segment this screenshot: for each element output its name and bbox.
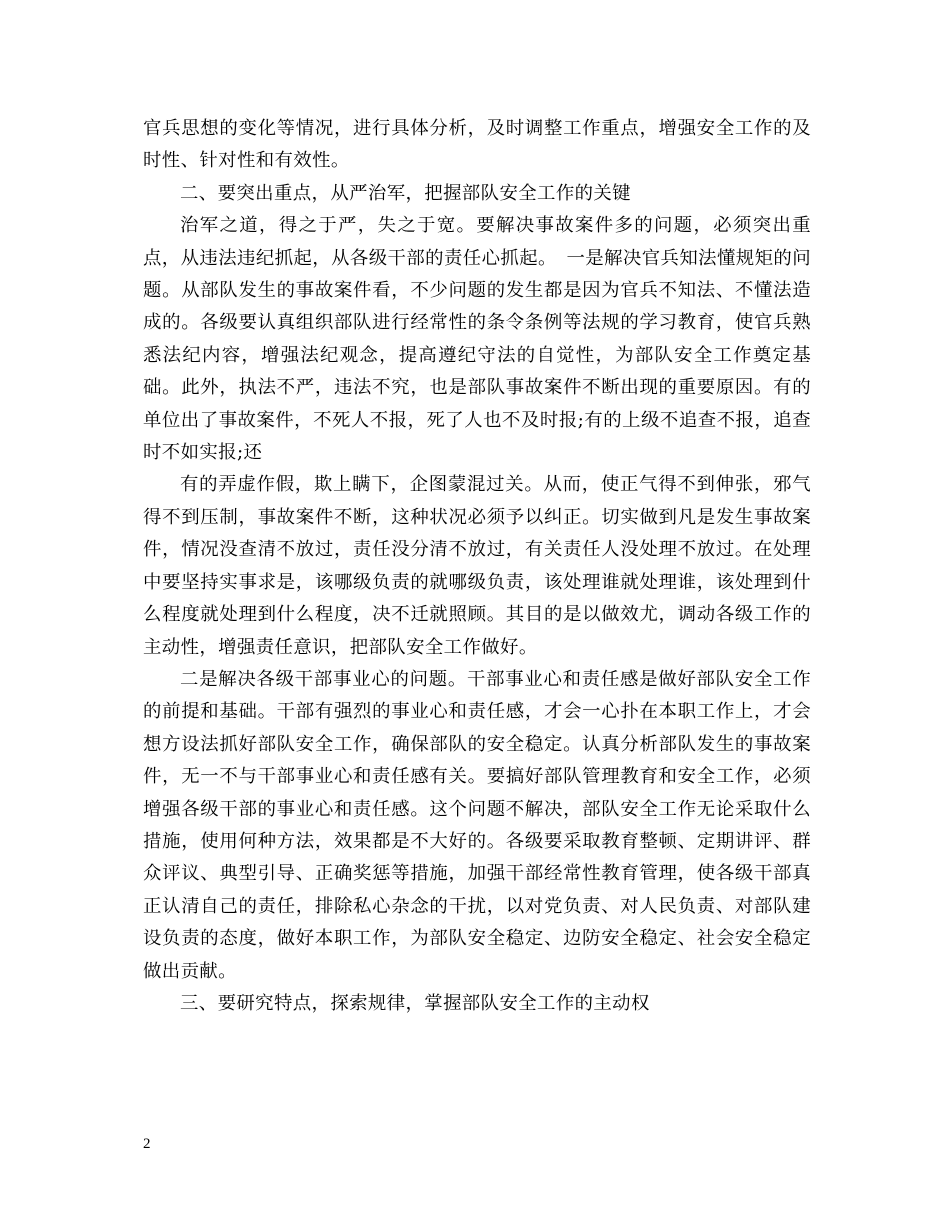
document-body <box>143 113 811 1020</box>
paragraph-4: 有的弄虚作假，欺上瞒下，企图蒙混过关。从而，使正气得不到伸张，邪气得不到压制，事故案件不断，这种状况必须予以纠正。切实做到凡是发生事故案件，情况没查清不放过，责任没分清不放过，有关责任人没处理不放过。在处理中要坚持实事求是，该哪级负责的就哪级负责，该处理谁就处理谁，该处理到什么程度就处理到什么程度，决不迁就照顾。其目的是以做效尤，调动各级工作的主动性，增强责任意识，把部队安全工作做好。 <box>143 474 811 658</box>
section-heading-2: 二、要突出重点，从严治军，把握部队安全工作的关键 <box>180 182 631 204</box>
paragraph-1: 官兵思想的变化等情况，进行具体分析，及时调整工作重点，增强安全工作的及时性、针对性和有效性。 <box>143 118 811 172</box>
section-heading-3: 三、要研究特点，探索规律，掌握部队安全工作的主动权 <box>180 992 650 1014</box>
paragraph-3: 治军之道，得之于严，失之于宽。要解决事故案件多的问题，必须突出重点，从违法违纪抓起，从各级干部的责任心抓起。 一是解决官兵知法懂规矩的问题。从部队发生的事故案件看，不少问题的发生都是因为官兵不知法、不懂法造成的。各级要认真组织部队进行经常性的条令条例等法规的学习教育，使官兵熟悉法纪内容，增强法纪观念，提高遵纪守法的自觉性，为部队安全工作奠定基础。此外，执法不严，违法不究，也是部队事故案件不断出现的重要原因。有的单位出了事故案件，不死人不报，死了人也不及时报;有的上级不追查不报，追查时不如实报;还 <box>143 215 811 464</box>
page-number: 2 <box>143 1136 151 1152</box>
paragraph-5: 二是解决各级干部事业心的问题。干部事业心和责任感是做好部队安全工作的前提和基础。干部有强烈的事业心和责任感，才会一心扑在本职工作上，才会想方设法抓好部队安全工作，确保部队的安全稳定。认真分析部队发生的事故案件，无一不与干部事业心和责任感有关。要搞好部队管理教育和安全工作，必须增强各级干部的事业心和责任感。这个问题不解决，部队安全工作无论采取什么措施，使用何种方法，效果都是不大好的。各级要采取教育整顿、定期讲评、群众评议、典型引导、正确奖惩等措施，加强干部经常性教育管理，使各级干部真正认清自己的责任，排除私心杂念的干扰，以对党负责、对人民负责、对部队建设负责的态度，做好本职工作，为部队安全稳定、边防安全稳定、社会安全稳定做出贡献。 <box>143 668 811 982</box>
